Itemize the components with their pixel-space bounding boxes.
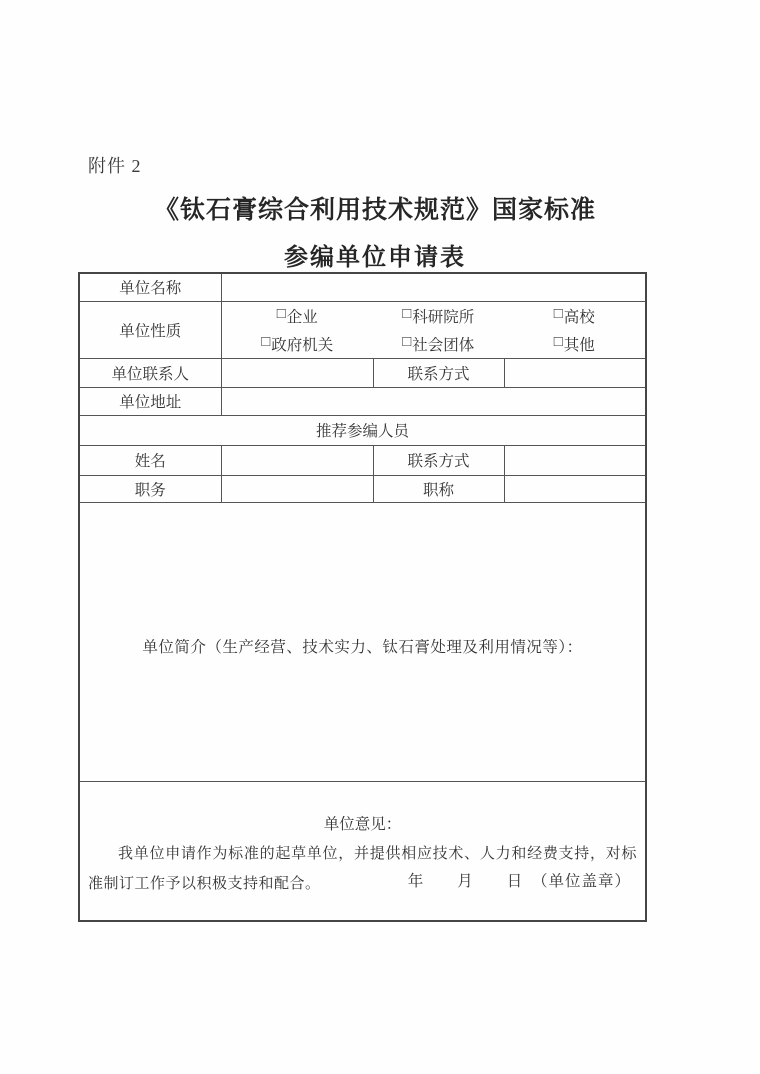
recommended-personnel-header: 推荐参编人员 <box>79 415 646 445</box>
unit-opinion-label: 单位意见： <box>323 815 402 833</box>
professional-title-label: 职称 <box>373 475 504 502</box>
application-form-table <box>78 272 647 922</box>
checkbox-icon: □ <box>402 334 412 350</box>
option-enterprise <box>222 305 373 327</box>
position-label: 职务 <box>79 475 221 502</box>
unit-opinion-block <box>80 803 645 899</box>
unit-contact-method-label: 联系方式 <box>373 358 504 387</box>
option-label: 社会团体 <box>412 336 475 354</box>
option-label: 科研院所 <box>412 308 475 326</box>
table-row <box>79 273 646 301</box>
unit-nature-label: 单位性质 <box>79 301 221 358</box>
option-other <box>504 333 646 355</box>
person-contact-method-label: 联系方式 <box>373 445 504 475</box>
date-seal-line: 年 月 日 （单位盖章） <box>407 872 631 890</box>
table-row <box>79 358 646 387</box>
unit-profile-cell <box>79 502 646 781</box>
checkbox-icon: □ <box>261 334 271 350</box>
unit-opinion-cell <box>79 781 646 921</box>
table-row <box>79 301 646 358</box>
table-row <box>79 502 646 781</box>
checkbox-icon: □ <box>402 306 412 322</box>
option-label: 高校 <box>563 308 595 326</box>
person-name-label: 姓名 <box>79 445 221 475</box>
unit-name-value-cell <box>221 273 646 301</box>
unit-contact-method-value-cell <box>504 358 646 387</box>
position-value-cell <box>221 475 373 502</box>
option-government <box>222 333 373 355</box>
document-subtitle: 参编单位申请表 <box>284 244 466 271</box>
table-row <box>79 415 646 445</box>
checkbox-icon: □ <box>553 306 563 322</box>
table-row <box>79 781 646 921</box>
option-label: 政府机关 <box>271 336 334 354</box>
option-university <box>504 305 646 327</box>
table-row <box>79 387 646 415</box>
checkbox-icon: □ <box>276 306 286 322</box>
unit-address-label: 单位地址 <box>79 387 221 415</box>
unit-contact-value-cell <box>221 358 373 387</box>
unit-opinion-statement: 我单位申请作为标准的起草单位，并提供相应技术、人力和经费支持，对标准制订工作予以积极支持和配合。 <box>88 845 637 892</box>
attachment-label: 附件 2 <box>88 156 142 176</box>
unit-profile-label: 单位简介（生产经营、技术实力、钛石膏处理及利用情况等）： <box>142 639 583 656</box>
option-label: 企业 <box>286 308 318 326</box>
person-contact-method-value-cell <box>504 445 646 475</box>
option-social-organization <box>373 333 504 355</box>
option-research-institute <box>373 305 504 327</box>
professional-title-value-cell <box>504 475 646 502</box>
table-row <box>79 445 646 475</box>
unit-address-value-cell <box>221 387 646 415</box>
unit-contact-label: 单位联系人 <box>79 358 221 387</box>
unit-nature-options-cell <box>221 301 646 358</box>
document-title: 《钛石膏综合利用技术规范》国家标准 <box>153 196 596 224</box>
checkbox-icon: □ <box>553 334 563 350</box>
person-name-value-cell <box>221 445 373 475</box>
table-row <box>79 475 646 502</box>
unit-name-label: 单位名称 <box>79 273 221 301</box>
unit-nature-options <box>222 302 646 358</box>
option-label: 其他 <box>563 336 595 354</box>
